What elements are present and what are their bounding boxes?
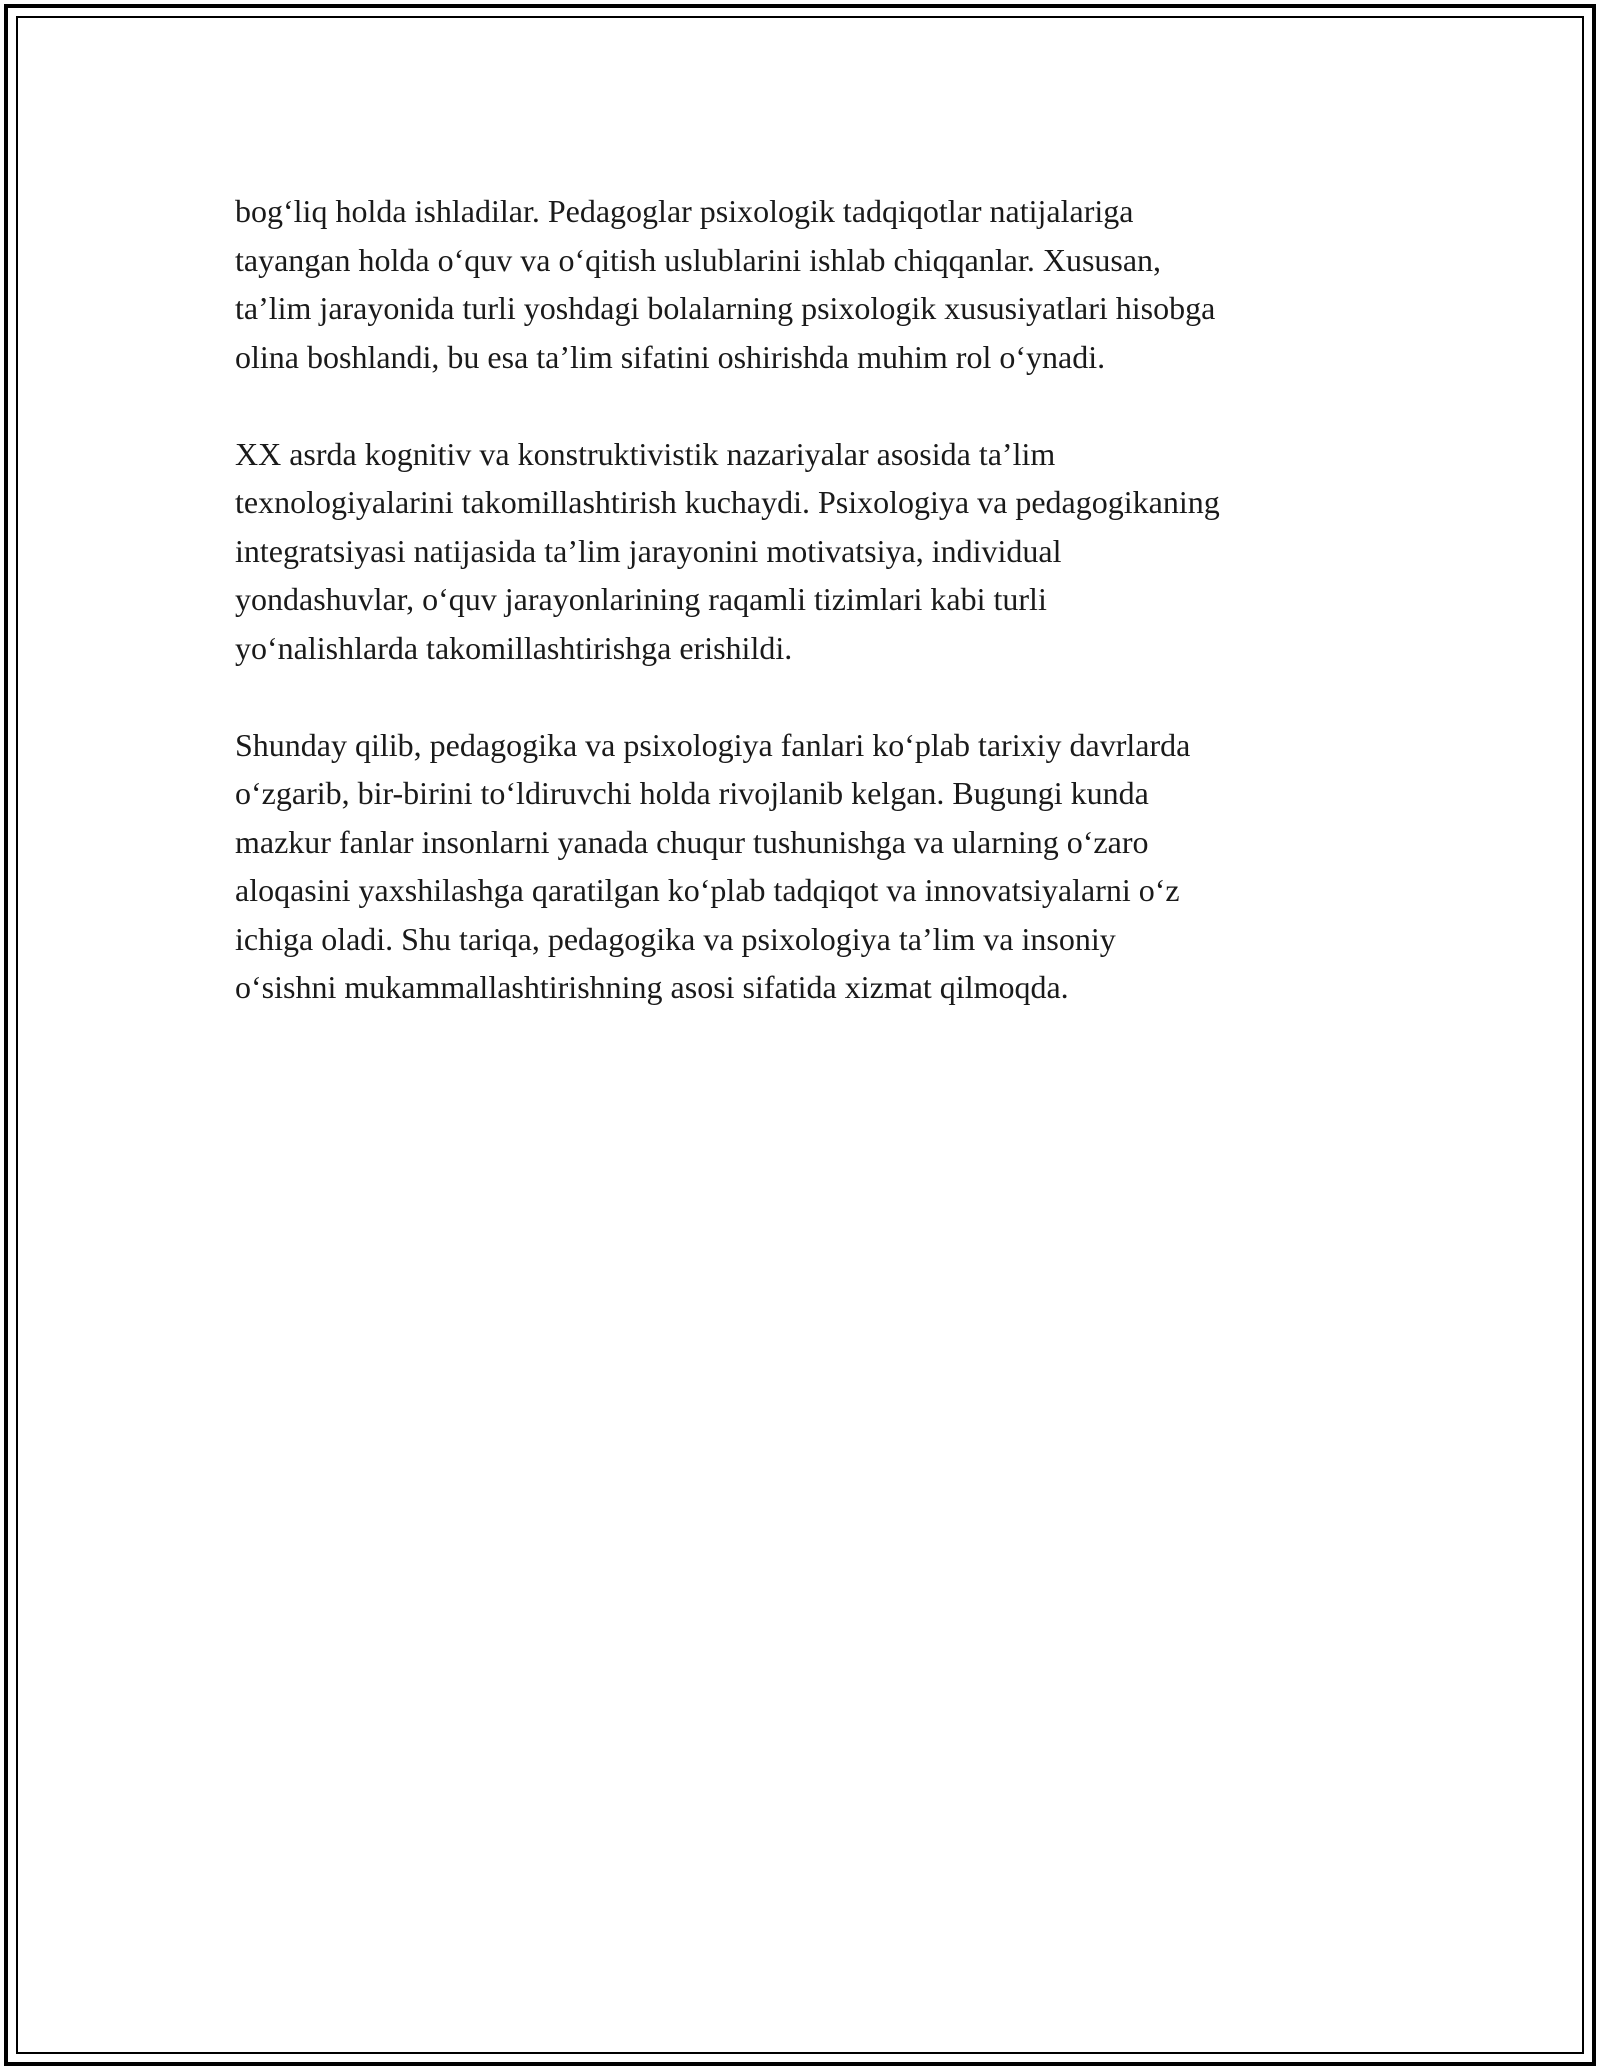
paragraph-line: Shunday qilib, pedagogika va psixologiya fanlari ko‘plab tarixiy davrlarda [235,726,1191,763]
paragraph-line: ichiga oladi. Shu tariqa, pedagogika va psixologiya ta’lim va insoniy [235,920,1116,957]
document-body [235,187,1375,1012]
paragraph-line: yondashuvlar, o‘quv jarayonlarining raqamli tizimlari kabi turli [235,581,1047,617]
paragraph-line: integratsiyasi natijasida ta’lim jarayonini motivatsiya, individual [235,532,1062,569]
paragraph-line: tayangan holda o‘quv va o‘qitish uslublarini ishlab chiqqanlar. Xususan, [235,241,1162,278]
paragraph-line: bog‘liq holda ishladilar. Pedagoglar psixologik tadqiqotlar natijalariga [235,193,1134,229]
paragraph-line: texnologiyalarini takomillashtirish kuchaydi. Psixologiya va pedagogikaning [235,484,1220,520]
paragraph-2 [235,430,1375,673]
paragraph-3 [235,721,1375,1012]
paragraph-line: yo‘nalishlarda takomillashtirishga erishildi. [235,629,793,666]
paragraph-line: aloqasini yaxshilashga qaratilgan ko‘plab tadqiqot va innovatsiyalarni o‘z [235,872,1180,908]
paragraph-line: olina boshlandi, bu esa ta’lim sifatini oshirishda muhim rol o‘ynadi. [235,338,1106,375]
paragraph-line: o‘zgarib, bir-birini to‘ldiruvchi holda rivojlanib kelgan. Bugungi kunda [235,775,1149,811]
paragraph-line: o‘sishni mukammallashtirishning asosi sifatida xizmat qilmoqda. [235,969,1069,1005]
paragraph-1 [235,187,1375,381]
paragraph-line: mazkur fanlar insonlarni yanada chuqur tushunishga va ularning o‘zaro [235,823,1149,860]
paragraph-line: XX asrda kognitiv va konstruktivistik nazariyalar asosida ta’lim [235,435,1056,472]
paragraph-line: ta’lim jarayonida turli yoshdagi bolalarning psixologik xususiyatlari hisobga [235,290,1216,326]
